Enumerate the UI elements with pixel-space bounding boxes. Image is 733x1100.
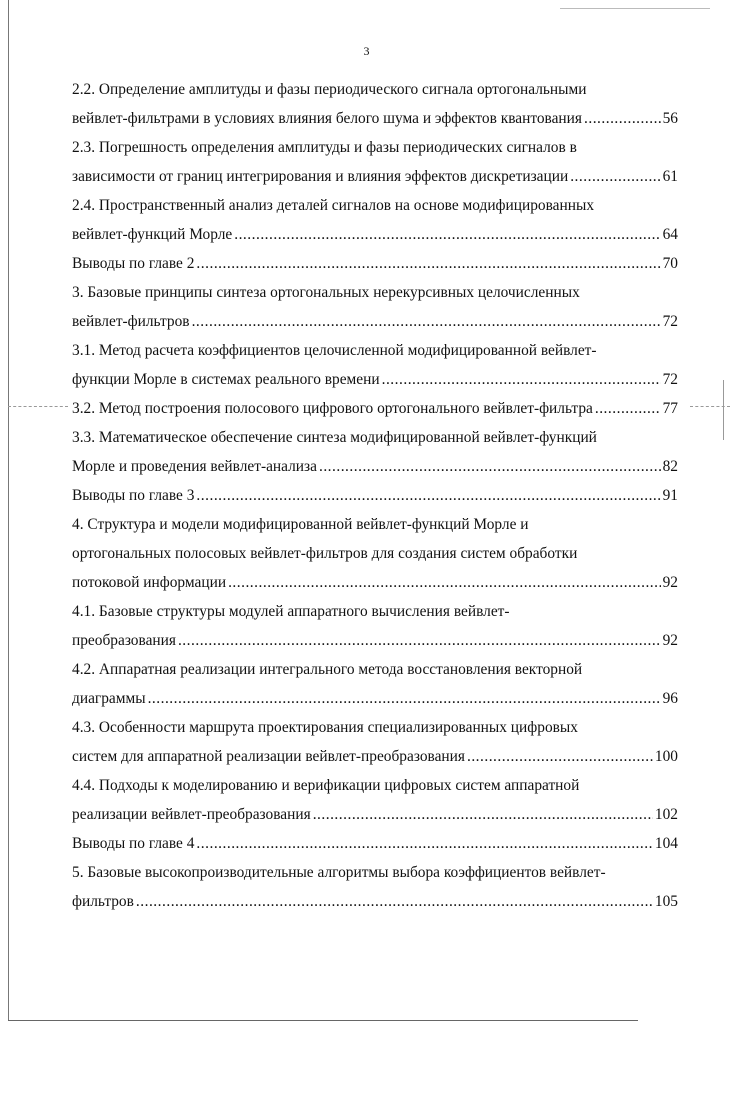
toc-entry-text: реализации вейвлет-преобразования <box>72 806 311 823</box>
toc-page-number: 72 <box>662 371 678 388</box>
left-margin-rule <box>8 0 9 1020</box>
toc-entry-text: 4.4. Подходы к моделированию и верификации цифровых систем аппаратной <box>72 777 580 794</box>
toc-entry <box>72 595 678 624</box>
toc-entry <box>72 479 678 508</box>
right-margin-rule <box>723 380 724 440</box>
toc-page-number: 91 <box>662 487 678 504</box>
toc-entry-text: диаграммы <box>72 690 146 707</box>
toc-page-number: 82 <box>662 458 678 475</box>
toc-entry-text: 2.4. Пространственный анализ деталей сигналов на основе модифицированных <box>72 197 595 214</box>
toc-entry <box>72 769 678 798</box>
toc-page-number: 92 <box>662 574 678 591</box>
toc-entry <box>72 450 678 479</box>
toc-entry-text: потоковой информации <box>72 574 227 591</box>
toc-entry <box>72 276 678 305</box>
toc-page-number: 105 <box>654 893 678 910</box>
toc-leader-dots <box>196 832 652 856</box>
toc-leader-dots <box>319 455 661 479</box>
page-number: 3 <box>363 44 370 58</box>
toc-entry-text: 4.2. Аппаратная реализации интегрального метода восстановления векторной <box>72 661 583 678</box>
toc-entry <box>72 102 678 131</box>
toc-entry-text: ортогональных полосовых вейвлет-фильтров для создания систем обработки <box>72 545 578 562</box>
toc-entry-text: 3.3. Математическое обеспечение синтеза модифицированной вейвлет-функций <box>72 429 597 446</box>
toc-leader-dots <box>136 890 653 914</box>
toc-page-number: 102 <box>654 806 678 823</box>
toc-entry <box>72 73 678 102</box>
toc-entry-text: преобразования <box>72 632 176 649</box>
toc-entry-text: 2.3. Погрешность определения амплитуды и фазы периодических сигналов в <box>72 139 577 156</box>
toc-entry-text: Выводы по главе 2 <box>72 255 195 272</box>
toc-leader-dots <box>178 629 661 653</box>
toc-entry <box>72 537 678 566</box>
toc-entry <box>72 160 678 189</box>
toc-leader-dots <box>313 803 653 827</box>
toc-entry-text: фильтров <box>72 893 134 910</box>
toc-entry-text: вейвлет-фильтров <box>72 313 190 330</box>
toc-entry <box>72 566 678 595</box>
scan-artifact-dash-left <box>8 406 68 408</box>
toc-page-number: 92 <box>662 632 678 649</box>
toc-entry-text: Выводы по главе 3 <box>72 487 195 504</box>
toc-entry <box>72 508 678 537</box>
toc-entry-text: вейвлет-функций Морле <box>72 226 233 243</box>
toc-entry <box>72 711 678 740</box>
toc-leader-dots <box>584 107 661 131</box>
toc-entry-text: Морле и проведения вейвлет-анализа <box>72 458 317 475</box>
toc-entry-text: 5. Базовые высокопроизводительные алгоритмы выбора коэффициентов вейвлет- <box>72 864 606 881</box>
toc-entry-text: Выводы по главе 4 <box>72 835 195 852</box>
toc-entry <box>72 740 678 769</box>
toc-entry <box>72 305 678 334</box>
bottom-margin-rule <box>8 1020 638 1021</box>
scan-artifact-dash-right <box>690 406 730 408</box>
toc-entry <box>72 885 678 914</box>
toc-entry <box>72 131 678 160</box>
toc-page-number: 96 <box>662 690 678 707</box>
toc-entry <box>72 363 678 392</box>
toc-page-number: 70 <box>662 255 678 272</box>
toc-leader-dots <box>192 310 661 334</box>
table-of-contents <box>72 73 678 914</box>
toc-leader-dots <box>595 397 661 421</box>
toc-entry-text: 4.3. Особенности маршрута проектирования специализированных цифровых <box>72 719 578 736</box>
toc-entry-text: систем для аппаратной реализации вейвлет-преобразования <box>72 748 465 765</box>
toc-leader-dots <box>382 368 661 392</box>
top-margin-rule <box>560 8 710 9</box>
toc-entry <box>72 653 678 682</box>
toc-entry <box>72 334 678 363</box>
toc-page-number: 104 <box>654 835 678 852</box>
toc-entry-text: 4. Структура и модели модифицированной вейвлет-функций Морле и <box>72 516 529 533</box>
toc-entry-text: 3.2. Метод построения полосового цифрового ортогонального вейвлет-фильтра <box>72 400 593 417</box>
toc-entry <box>72 798 678 827</box>
toc-page-number: 56 <box>662 110 678 127</box>
toc-entry <box>72 856 678 885</box>
toc-entry <box>72 421 678 450</box>
toc-entry <box>72 247 678 276</box>
toc-leader-dots <box>234 223 660 247</box>
toc-entry <box>72 218 678 247</box>
toc-leader-dots <box>467 745 653 769</box>
toc-entry-text: 2.2. Определение амплитуды и фазы периодического сигнала ортогональными <box>72 81 587 98</box>
toc-entry-text: вейвлет-фильтрами в условиях влияния белого шума и эффектов квантования <box>72 110 582 127</box>
toc-entry-text: зависимости от границ интегрирования и влияния эффектов дискретизации <box>72 168 569 185</box>
toc-entry <box>72 624 678 653</box>
toc-page-number: 72 <box>662 313 678 330</box>
toc-page-number: 64 <box>662 226 678 243</box>
toc-leader-dots <box>228 571 661 595</box>
toc-leader-dots <box>570 165 660 189</box>
toc-page-number: 100 <box>654 748 678 765</box>
toc-entry <box>72 189 678 218</box>
toc-entry <box>72 392 678 421</box>
toc-leader-dots <box>148 687 661 711</box>
toc-entry-text: функции Морле в системах реального времени <box>72 371 380 388</box>
toc-entry <box>72 827 678 856</box>
toc-page-number: 61 <box>662 168 678 185</box>
toc-page-number: 77 <box>662 400 678 417</box>
toc-entry <box>72 682 678 711</box>
toc-leader-dots <box>196 484 660 508</box>
toc-leader-dots <box>196 252 660 276</box>
toc-entry-text: 3. Базовые принципы синтеза ортогональных нерекурсивных целочисленных <box>72 284 580 301</box>
toc-entry-text: 3.1. Метод расчета коэффициентов целочисленной модифицированной вейвлет- <box>72 342 597 359</box>
toc-entry-text: 4.1. Базовые структуры модулей аппаратного вычисления вейвлет- <box>72 603 510 620</box>
